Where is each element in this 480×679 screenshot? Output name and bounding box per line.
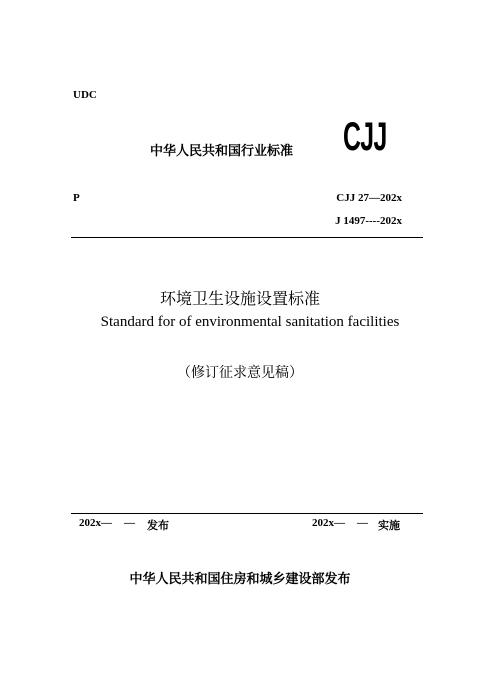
udc-label: UDC [73,89,97,101]
title-english: Standard for of environmental sanitation facilities [100,314,400,330]
cjj-logo: CJJ [343,115,387,159]
category-code: P [73,192,80,204]
issue-label: 发布 [147,519,169,532]
draft-note: （修订征求意见稿） [177,366,303,381]
standard-code: CJJ 27—202x [336,192,402,204]
issue-date-dash: — [124,517,135,529]
implement-date-dash: — [357,517,368,529]
implement-date: 202x— [312,517,345,529]
divider-top [71,237,423,238]
standard-type: 中华人民共和国行业标准 [150,144,294,159]
divider-bottom [71,513,423,514]
implement-label: 实施 [378,519,400,532]
record-code: J 1497----202x [335,215,402,227]
title-chinese: 环境卫生设施设置标准 [159,289,320,308]
issue-date: 202x— [79,517,112,529]
publisher: 中华人民共和国住房和城乡建设部发布 [129,572,351,587]
